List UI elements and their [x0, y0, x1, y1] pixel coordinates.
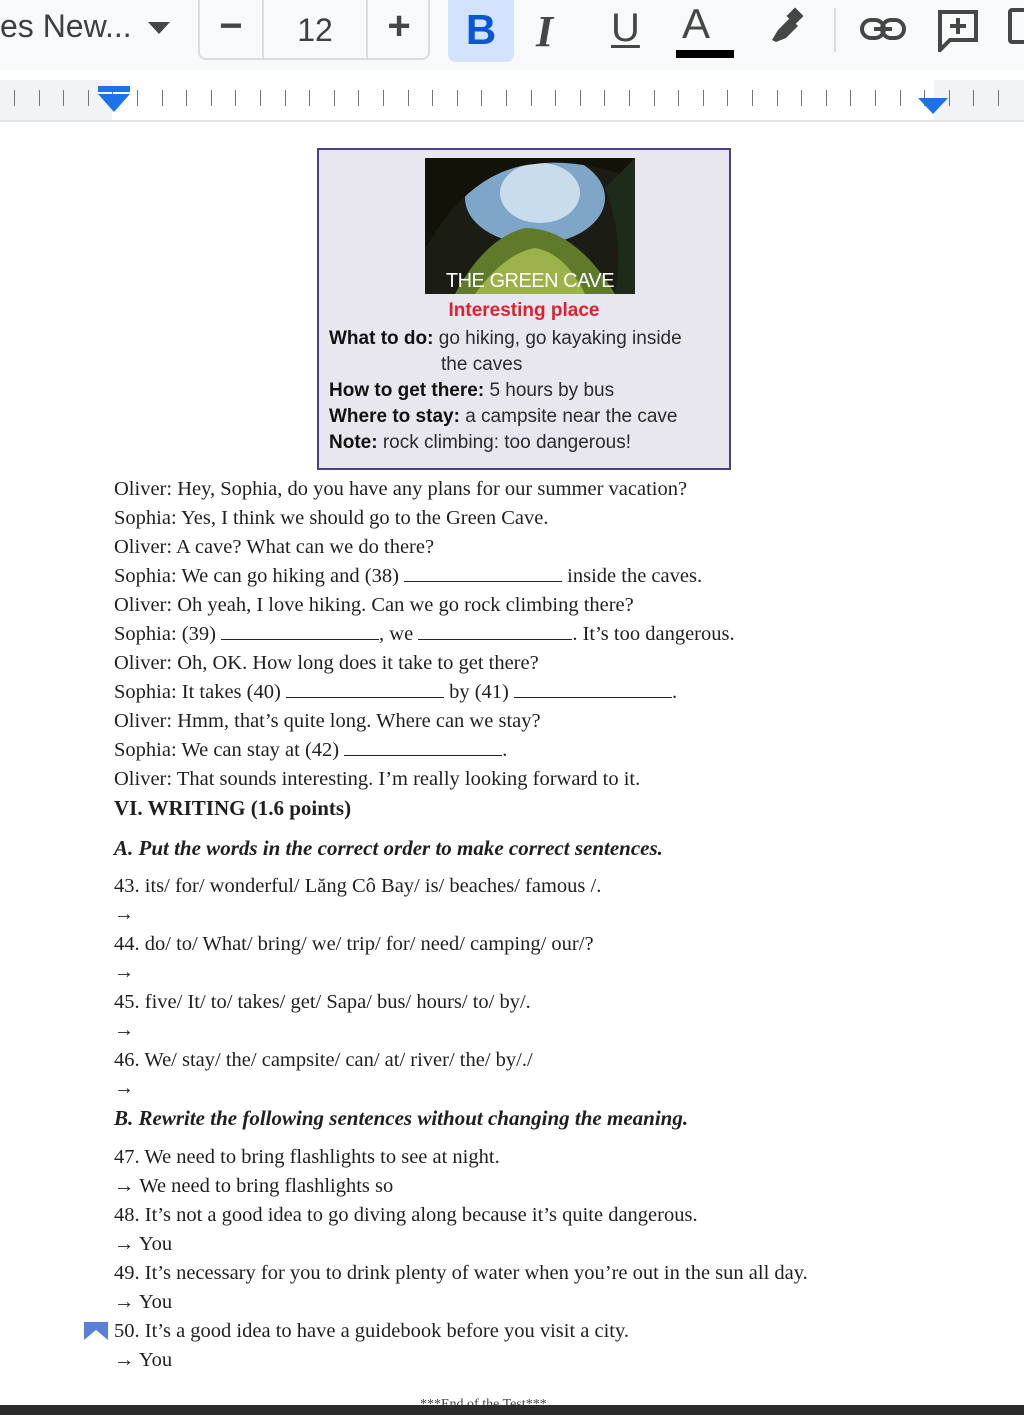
ruler-tick: [432, 90, 433, 106]
ruler-tick: [383, 90, 384, 106]
question-48: 48. It’s not a good idea to go diving along because it’s quite dangerous.: [114, 1204, 698, 1226]
ruler-tick: [309, 90, 310, 106]
answer-50: → You: [114, 1349, 173, 1371]
ruler-tick: [481, 90, 482, 106]
divider: [366, 0, 368, 60]
left-indent-handle[interactable]: [98, 94, 130, 112]
underline-button[interactable]: U: [611, 6, 640, 50]
question-44: 44. do/ to/ What/ bring/ we/ trip/ for/ need/ camping/ our/?: [114, 933, 594, 955]
ruler-tick: [211, 90, 212, 106]
dialogue-line: Oliver: Oh yeah, I love hiking. Can we go rock climbing there?: [114, 594, 634, 616]
insert-image-button[interactable]: [1008, 8, 1024, 44]
italic-button[interactable]: I: [536, 7, 554, 56]
ruler-tick: [457, 90, 458, 106]
ruler-tick: [752, 90, 753, 106]
answer-blank-39a[interactable]: [221, 623, 379, 640]
divider: [834, 8, 836, 52]
text: .: [671, 681, 678, 703]
highlighter-icon: [764, 6, 804, 46]
question-50: 50. It’s a good idea to have a guidebook before you visit a city.: [114, 1320, 630, 1342]
card-subtitle: Interesting place: [448, 300, 600, 321]
ruler-tick: [186, 90, 187, 106]
text: .: [502, 739, 508, 761]
label: Where to stay:: [329, 406, 460, 427]
ruler-tick: [88, 90, 89, 106]
answer-blank-38[interactable]: [404, 565, 562, 582]
font-size-input[interactable]: 12: [297, 12, 333, 48]
ruler-tick: [654, 90, 655, 106]
chevron-down-icon[interactable]: [148, 22, 170, 34]
font-family-select[interactable]: es New...: [0, 8, 132, 44]
dialogue-line: Oliver: Hmm, that’s quite long. Where can we stay?: [114, 710, 541, 732]
card-what-to-do: [329, 328, 682, 350]
text: by (41): [443, 681, 514, 703]
answer-blank-42[interactable]: [344, 739, 502, 756]
ruler-tick: [506, 90, 507, 106]
increase-font-size-button[interactable]: +: [387, 4, 411, 48]
ruler-tick: [727, 90, 728, 106]
ruler-tick: [949, 90, 950, 106]
image-caption: THE GREEN CAVE: [445, 270, 615, 292]
ruler-tick: [285, 90, 286, 106]
ruler-tick: [678, 90, 679, 106]
ruler-tick: [260, 90, 261, 106]
link-icon: [858, 12, 908, 46]
card-where-to-stay: [329, 406, 678, 428]
card-what-to-do-cont: the caves: [441, 354, 523, 375]
ruler-tick: [875, 90, 876, 106]
answer-blank-40[interactable]: [286, 681, 444, 698]
ruler-tick: [555, 90, 556, 106]
dialogue-line: Oliver: Hey, Sophia, do you have any plans for our summer vacation?: [114, 478, 688, 500]
dialogue-line: Sophia: Yes, I think we should go to the Green Cave.: [114, 507, 549, 529]
ruler-tick: [580, 90, 581, 106]
text: Sophia: (39): [114, 623, 222, 645]
ruler-tick: [63, 90, 64, 106]
first-line-indent-handle[interactable]: [98, 86, 130, 92]
label: What to do:: [329, 328, 434, 349]
value: a campsite near the cave: [465, 406, 678, 427]
green-cave-info-card[interactable]: [317, 148, 731, 470]
ruler-tick: [14, 90, 15, 106]
answer-47: → We need to bring flashlights so: [114, 1175, 394, 1197]
ruler-tick: [162, 90, 163, 106]
bottom-bar: [0, 1405, 1024, 1415]
ruler-tick: [801, 90, 802, 106]
ruler-tick: [235, 90, 236, 106]
question-43: 43. its/ for/ wonderful/ Lăng Cô Bay/ is/ beaches/ famous /.: [114, 875, 602, 897]
ruler-tick: [358, 90, 359, 106]
value: 5 hours by bus: [489, 380, 615, 401]
text-color-swatch: [676, 50, 734, 58]
section-a-instruction: A. Put the words in the correct order to make correct sentences.: [114, 836, 663, 860]
text: inside the caves.: [562, 565, 703, 587]
ruler-tick: [777, 90, 778, 106]
answer-arrow: →: [114, 961, 134, 983]
add-comment-icon: [936, 8, 980, 52]
bold-button[interactable]: [448, 0, 514, 62]
ruler-tick: [826, 90, 827, 106]
section-heading: VI. WRITING (1.6 points): [114, 796, 352, 820]
ruler: [0, 80, 1024, 122]
ruler-tick: [703, 90, 704, 106]
question-45: 45. five/ It/ to/ takes/ get/ Sapa/ bus/ hours/ to/ by/.: [114, 991, 531, 1013]
text-color-button[interactable]: A: [682, 0, 711, 47]
dialogue-line: Oliver: Oh, OK. How long does it take to get there?: [114, 652, 539, 674]
answer-blank-39b[interactable]: [418, 623, 572, 640]
section-b-instruction: B. Rewrite the following sentences without changing the meaning.: [114, 1106, 689, 1130]
question-47: 47. We need to bring flashlights to see at night.: [114, 1146, 500, 1168]
dialogue-line: [114, 739, 507, 762]
text: . It’s too dangerous.: [572, 623, 735, 645]
label: Note:: [329, 432, 378, 453]
answer-arrow: →: [114, 1019, 134, 1041]
ruler-tick: [39, 90, 40, 106]
insert-link-button[interactable]: [858, 12, 908, 51]
answer-arrow: →: [114, 903, 134, 925]
answer-blank-41[interactable]: [514, 681, 672, 698]
bookmark-icon[interactable]: [84, 1322, 108, 1340]
bold-icon: B: [465, 6, 497, 53]
add-comment-button[interactable]: [936, 8, 980, 57]
right-indent-handle[interactable]: [918, 98, 948, 114]
answer-48: → You: [114, 1233, 173, 1255]
dialogue-line: Oliver: A cave? What can we do there?: [114, 536, 435, 558]
question-49: 49. It’s necessary for you to drink plenty of water when you’re out in the sun all day.: [114, 1262, 808, 1284]
card-note: [329, 432, 631, 454]
value: go hiking, go kayaking inside: [438, 328, 682, 349]
ruler-tick: [973, 90, 974, 106]
formatting-toolbar: [0, 0, 1024, 70]
ruler-tick: [850, 90, 851, 106]
text: Sophia: It takes (40): [114, 681, 286, 703]
ruler-tick: [604, 90, 605, 106]
text: Sophia: We can go hiking and (38): [114, 565, 405, 587]
ruler-tick: [998, 90, 999, 106]
value: rock climbing: too dangerous!: [382, 432, 632, 453]
answer-49: → You: [114, 1291, 173, 1313]
dialogue-line: [114, 681, 677, 704]
card-how-to-get: [329, 380, 614, 402]
ruler-tick: [137, 90, 138, 106]
ruler-tick: [629, 90, 630, 106]
dialogue-line: Oliver: That sounds interesting. I’m really looking forward to it.: [114, 768, 641, 790]
dialogue-line: [114, 565, 702, 588]
label: How to get there:: [329, 380, 485, 401]
ruler-tick: [334, 90, 335, 106]
answer-arrow: →: [114, 1077, 134, 1099]
text: , we: [379, 623, 419, 645]
ruler-tick: [900, 90, 901, 106]
ruler-tick: [531, 90, 532, 106]
question-46: 46. We/ stay/ the/ campsite/ can/ at/ river/ the/ by/./: [114, 1049, 533, 1071]
highlight-color-button[interactable]: [764, 6, 804, 51]
dialogue-line: [114, 623, 735, 646]
ruler-tick: [408, 90, 409, 106]
decrease-font-size-button[interactable]: −: [219, 4, 243, 48]
text: Sophia: We can stay at (42): [114, 739, 345, 761]
